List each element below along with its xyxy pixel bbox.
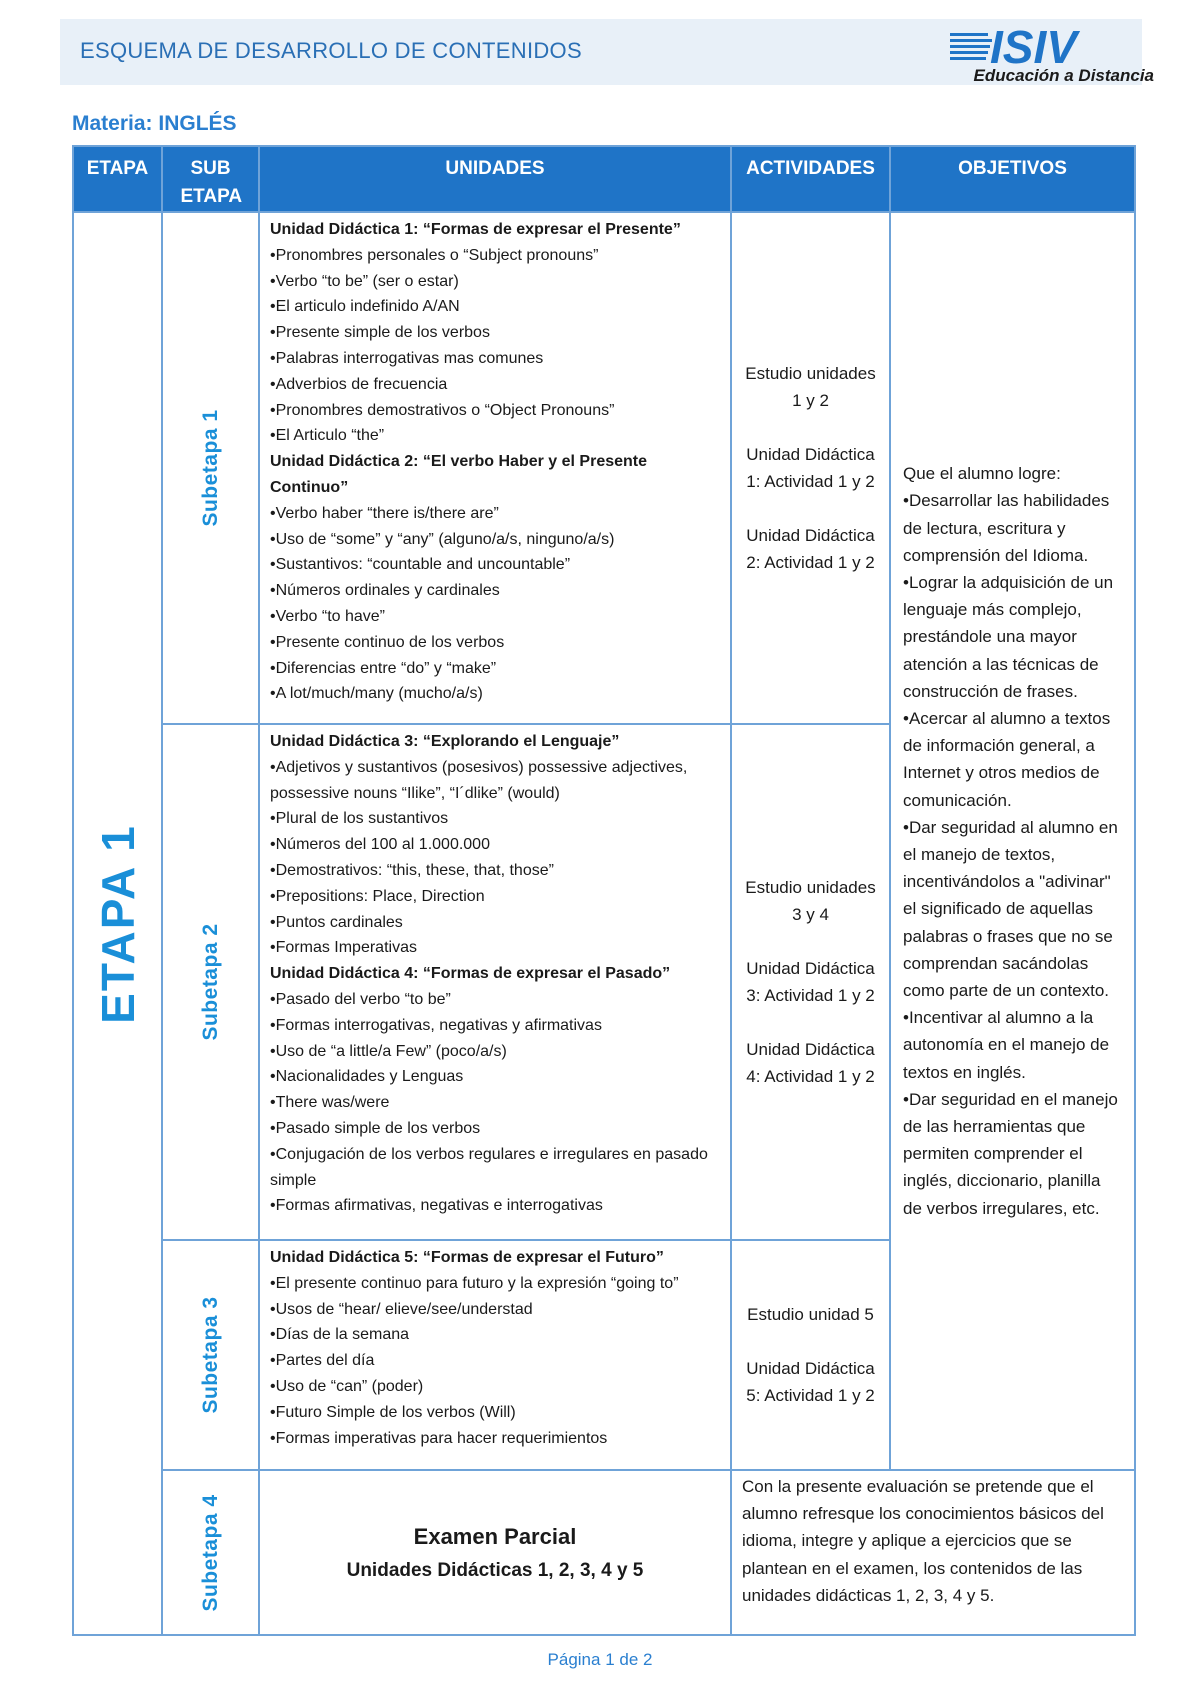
activity-text: Estudio unidades 1 y 2: [745, 364, 876, 410]
etapa-label: ETAPA 1: [91, 823, 144, 1024]
unit-title: Unidad Didáctica 2: “El verbo Haber y el Presente Continuo”: [270, 453, 648, 496]
unit-title: Unidad Didáctica 4: “Formas de expresar el Pasado”: [270, 965, 671, 983]
exam-subtitle: Unidades Didácticas 1, 2, 3, 4 y 5: [346, 1559, 644, 1581]
table-row: [73, 212, 1135, 724]
page-number: Página 1 de 2: [547, 1650, 653, 1669]
list-item: • Uso de “a little/a Few” (poco/a/s): [270, 1039, 724, 1065]
subetapa-label: Subetapa 4: [198, 1493, 222, 1612]
subetapa-cell: [162, 212, 259, 724]
objective-item: • Incentivar al alumno a la autonomía en el manejo de textos en inglés.: [903, 1004, 1124, 1086]
objective-item: • Dar seguridad en el manejo de las herramientas que permiten comprender el inglés, diccionario, planilla de verbos irregulares, etc.: [903, 1086, 1124, 1222]
list-item: • Verbo “to have”: [270, 604, 724, 630]
list-item: • Uso de “can” (poder): [270, 1374, 724, 1400]
subetapa-cell: [162, 724, 259, 1240]
list-item: • Nacionalidades y Lenguas: [270, 1064, 724, 1090]
table-row: [73, 1470, 1135, 1635]
list-item: • Presente simple de los verbos: [270, 320, 724, 346]
table-header-row: [73, 146, 1135, 212]
list-item: • Pronombres personales o “Subject pronouns”: [270, 243, 724, 269]
unit-title: Unidad Didáctica 1: “Formas de expresar el Presente”: [270, 221, 681, 238]
activity-text: Unidad Didáctica 2: Actividad 1 y 2: [746, 526, 875, 572]
list-item: • Pasado simple de los verbos: [270, 1116, 724, 1142]
evaluation-cell: Con la presente evaluación se pretende que el alumno refresque los conocimientos básicos del idioma, integre y aplique a ejercicios que se plantean en el examen, los contenidos de las unidades didácticas 1, 2, 3, 4 y 5.: [731, 1470, 1135, 1635]
units-cell: [259, 724, 731, 1240]
list-item: • El articulo indefinido A/AN: [270, 294, 724, 320]
list-item: • Conjugación de los verbos regulares e irregulares en pasado simple: [270, 1142, 724, 1194]
logo-tagline: Educación a Distancia: [973, 66, 1154, 85]
list-item: • Demostrativos: “this, these, that, those”: [270, 858, 724, 884]
activity-text: Estudio unidades 3 y 4: [745, 878, 876, 924]
list-item: • Verbo haber “there is/there are”: [270, 501, 724, 527]
objective-item: • Lograr la adquisición de un lenguaje más complejo, prestándole una mayor atención a las técnicas de construcción de frases.: [903, 569, 1124, 705]
exam-cell: [259, 1470, 731, 1635]
list-item: • Números del 100 al 1.000.000: [270, 832, 724, 858]
unit-title: Unidad Didáctica 5: “Formas de expresar el Futuro”: [270, 1249, 664, 1266]
list-item: • Días de la semana: [270, 1322, 724, 1348]
activity-text: Unidad Didáctica 1: Actividad 1 y 2: [746, 445, 875, 491]
activities-cell: [731, 724, 890, 1240]
list-item: • Puntos cardinales: [270, 910, 724, 936]
exam-title: Examen Parcial: [413, 1523, 577, 1549]
list-item: • Futuro Simple de los verbos (Will): [270, 1400, 724, 1426]
activity-text: Estudio unidad 5: [747, 1305, 874, 1324]
list-item: • Presente continuo de los verbos: [270, 630, 724, 656]
subetapa-label: Subetapa 3: [198, 1296, 222, 1414]
subetapa-label: Subetapa 1: [198, 409, 222, 527]
list-item: • Pasado del verbo “to be”: [270, 987, 724, 1013]
header-unidades: UNIDADES: [259, 146, 731, 212]
list-item: • Diferencias entre “do” y “make”: [270, 656, 724, 682]
list-item: • Prepositions: Place, Direction: [270, 884, 724, 910]
header-objetivos: OBJETIVOS: [890, 146, 1135, 212]
list-item: • Usos de “hear/ elieve/see/understad: [270, 1297, 724, 1323]
subetapa-cell: [162, 1470, 259, 1635]
document-title: ESQUEMA DE DESARROLLO DE CONTENIDOS: [80, 38, 582, 63]
header-actividades: ACTIVIDADES: [731, 146, 890, 212]
units-cell: [259, 1240, 731, 1470]
objective-item: • Acercar al alumno a textos de información general, a Internet y otros medios de comunicación.: [903, 705, 1124, 814]
objective-item: • Desarrollar las habilidades de lectura, escritura y comprensión del Idioma.: [903, 487, 1124, 569]
list-item: • Formas imperativas para hacer requerimientos: [270, 1426, 724, 1452]
objectives-cell: [890, 212, 1135, 1470]
list-item: • Pronombres demostrativos o “Object Pronouns”: [270, 398, 724, 424]
activities-cell: [731, 212, 890, 724]
activity-text: Unidad Didáctica 5: Actividad 1 y 2: [746, 1359, 875, 1405]
list-item: • Adjetivos y sustantivos (posesivos) possessive adjectives, possessive nouns “Ilike”, “I´dlike” (would): [270, 755, 724, 807]
list-item: • Uso de “some” y “any” (alguno/a/s, ninguno/a/s): [270, 527, 724, 553]
subetapa-label: Subetapa 2: [198, 923, 222, 1041]
logo-brand: ISIV: [990, 21, 1077, 73]
objective-item: • Dar seguridad al alumno en el manejo de textos, incentivándolos a "adivinar" el significado de aquellas palabras o frases que no se comprendan sacándolas como parte de un contexto.: [903, 814, 1124, 1004]
activity-text: Unidad Didáctica 4: Actividad 1 y 2: [746, 1040, 875, 1086]
header-subetapa: SUB ETAPA: [162, 146, 259, 212]
etapa-cell: [73, 212, 162, 1635]
content-table: [72, 145, 1136, 1636]
list-item: • Números ordinales y cardinales: [270, 578, 724, 604]
list-item: • Palabras interrogativas mas comunes: [270, 346, 724, 372]
list-item: • There was/were: [270, 1090, 724, 1116]
activities-cell: [731, 1240, 890, 1470]
subject-label: Materia: INGLÉS: [72, 112, 237, 135]
objectives-intro: Que el alumno logre:: [903, 464, 1061, 484]
list-item: • Adverbios de frecuencia: [270, 372, 724, 398]
list-item: • El presente continuo para futuro y la expresión “going to”: [270, 1271, 724, 1297]
list-item: • Partes del día: [270, 1348, 724, 1374]
list-item: • Sustantivos: “countable and uncountable”: [270, 552, 724, 578]
list-item: • Formas afirmativas, negativas e interrogativas: [270, 1193, 724, 1219]
list-item: • Verbo “to be” (ser o estar): [270, 269, 724, 295]
list-item: • El Articulo “the”: [270, 423, 724, 449]
list-item: • Formas Imperativas: [270, 935, 724, 961]
unit-title: Unidad Didáctica 3: “Explorando el Lenguaje”: [270, 733, 620, 750]
units-cell: [259, 212, 731, 724]
header-etapa: ETAPA: [73, 146, 162, 212]
activity-text: Unidad Didáctica 3: Actividad 1 y 2: [746, 959, 875, 1005]
list-item: • A lot/much/many (mucho/a/s): [270, 681, 724, 707]
subetapa-cell: [162, 1240, 259, 1470]
list-item: • Plural de los sustantivos: [270, 806, 724, 832]
list-item: • Formas interrogativas, negativas y afirmativas: [270, 1013, 724, 1039]
